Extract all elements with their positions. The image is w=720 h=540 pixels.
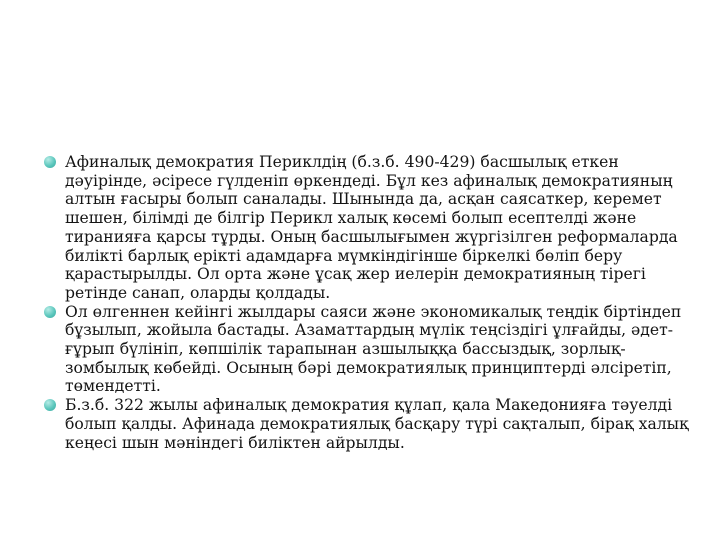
bullet-text-1: Афиналық демократия Периклдің (б.з.б. 490-429) басшылық еткен дәуірінде, әсіресе гүлденіп өркендеді. Бұл кез афиналық демократияның алтын ғасыры болып саналады. Шынында да, асқан саясаткер, керемет шешен, білімді де білгір Перикл халық көсемі болып есептелді және тиранияға қарсы тұрды. Оның басшылығымен жүргізілген реформаларда билікті барлық ерікті адамдарға мүмкіндігінше біркелкі бөліп беру қарастырылды. Ол орта және ұсақ жер иелерін демократияның тірегі ретінде санап, оларды қолдады. — [65, 153, 678, 302]
bullet-text-2: Ол өлгеннен кейінгі жылдары саяси және экономикалық теңдік біртіндеп бұзылып, жойыла бастады. Азаматтардың мүлік теңсіздігі ұлғайды, әдет-ғұрып бүлініп, көпшілік тарапынан азшылыққа бассыздық, зорлық-зомбылық көбейді. Осының бәрі демократиялық принциптерді әлсіретіп, төмендетті. — [65, 302, 682, 396]
bullet-text-3: Б.з.б. 322 жылы афиналық демократия құлап, қала Македонияға тәуелді болып қалды. Афинада демократиялық басқару түрі сақталып, бірақ халық кеңесі шын мәніндегі биліктен айрылды. — [65, 396, 689, 452]
bullet-item-1 — [44, 153, 694, 303]
bullet-list — [44, 153, 694, 452]
bullet-circle-icon — [44, 399, 56, 411]
bullet-item-2 — [44, 303, 694, 397]
bullet-circle-icon — [44, 306, 56, 318]
bullet-item-3 — [44, 396, 694, 452]
bullet-circle-icon — [44, 156, 56, 168]
